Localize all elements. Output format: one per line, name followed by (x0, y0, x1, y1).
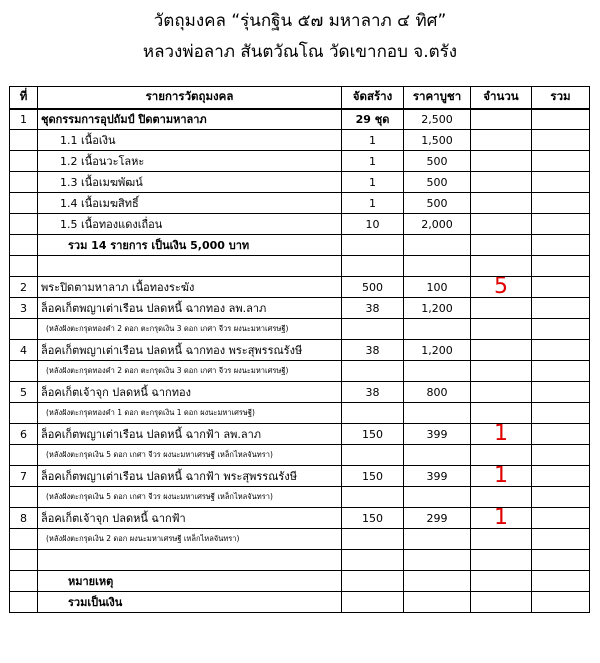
cell-total[interactable] (532, 130, 590, 151)
cell-total[interactable] (532, 403, 590, 424)
col-header-qty: จำนวน (471, 87, 532, 109)
table-row (10, 109, 590, 130)
cell-price: 500 (404, 151, 471, 172)
cell-qty[interactable] (471, 361, 532, 382)
cell-item-note: (หลังฝังตะกรุดทองคำ 2 ดอก ตะกรุดเงิน 3 ดอก เกศา จีวร ผงนะมหาเศรษฐี) (38, 319, 342, 340)
table-row-note (10, 445, 590, 466)
cell-made (342, 529, 404, 550)
cell-price: 100 (404, 277, 471, 298)
cell-price (404, 235, 471, 256)
cell-no (10, 319, 38, 340)
cell-qty[interactable]: 5 (471, 277, 532, 298)
cell-price: 2,500 (404, 109, 471, 130)
table-row (10, 466, 590, 487)
cell-total[interactable] (532, 361, 590, 382)
order-table (9, 86, 590, 613)
table-row (10, 151, 590, 172)
cell-price: 1,500 (404, 130, 471, 151)
cell-item: ล็อคเก็ตเจ้าจุก ปลดหนี้ ฉากฟ้า (38, 508, 342, 529)
cell-item: ล็อคเก็ตเจ้าจุก ปลดหนี้ ฉากทอง (38, 382, 342, 403)
cell-no (10, 151, 38, 172)
cell-total[interactable] (532, 508, 590, 529)
cell-no (10, 487, 38, 508)
cell-item-note: (หลังฝังตะกรุดทองคำ 2 ดอก ตะกรุดเงิน 3 ดอก เกศา จีวร ผงนะมหาเศรษฐี) (38, 361, 342, 382)
col-header-no: ที่ (10, 87, 38, 109)
table-row (10, 277, 590, 298)
cell-no: 5 (10, 382, 38, 403)
cell-total[interactable] (532, 298, 590, 319)
cell-remarks-label: หมายเหตุ (38, 571, 342, 592)
table-row (10, 508, 590, 529)
cell-no: 7 (10, 466, 38, 487)
cell-made: 1 (342, 151, 404, 172)
cell-no (10, 445, 38, 466)
table-row-note (10, 529, 590, 550)
cell-item: 1.4 เนื้อเมฆสิทธิ์ (38, 193, 342, 214)
cell-qty[interactable]: 1 (471, 466, 532, 487)
cell-qty[interactable] (471, 319, 532, 340)
cell-made: 1 (342, 172, 404, 193)
cell-qty[interactable] (471, 529, 532, 550)
table-row (10, 592, 590, 613)
table-row (10, 571, 590, 592)
cell-price: 500 (404, 193, 471, 214)
table-row (10, 340, 590, 361)
cell-item: ล็อคเก็ตพญาเต่าเรือน ปลดหนี้ ฉากฟ้า ลพ.ลาภ (38, 424, 342, 445)
table-row (10, 172, 590, 193)
cell-no: 3 (10, 298, 38, 319)
cell-no: 2 (10, 277, 38, 298)
table-row (10, 193, 590, 214)
cell-price: 299 (404, 508, 471, 529)
cell-total[interactable] (532, 445, 590, 466)
cell-no (10, 193, 38, 214)
cell-no (10, 361, 38, 382)
cell-price (404, 256, 471, 277)
cell-qty[interactable] (471, 256, 532, 277)
cell-item: ล็อคเก็ตพญาเต่าเรือน ปลดหนี้ ฉากทอง พระสุพรรณรังษี (38, 340, 342, 361)
cell-price: 399 (404, 424, 471, 445)
cell-qty[interactable] (471, 592, 532, 613)
cell-total[interactable] (532, 340, 590, 361)
table-row (10, 298, 590, 319)
table-row (10, 550, 590, 571)
cell-total[interactable] (532, 424, 590, 445)
cell-total[interactable] (532, 319, 590, 340)
col-header-price: ราคาบูชา (404, 87, 471, 109)
cell-total[interactable] (532, 529, 590, 550)
cell-item: 1.1 เนื้อเงิน (38, 130, 342, 151)
cell-item-note: (หลังฝังตะกรุดทองคำ 1 ดอก ตะกรุดเงิน 1 ดอก ผงนะมหาเศรษฐี) (38, 403, 342, 424)
cell-made (342, 403, 404, 424)
cell-qty[interactable] (471, 109, 532, 130)
cell-item-subtotal: รวม 14 รายการ เป็นเงิน 5,000 บาท (38, 235, 342, 256)
cell-no: 1 (10, 109, 38, 130)
table-row (10, 256, 590, 277)
cell-made: 1 (342, 193, 404, 214)
cell-total[interactable] (532, 256, 590, 277)
cell-made (342, 235, 404, 256)
cell-qty[interactable]: 1 (471, 424, 532, 445)
cell-total[interactable] (532, 151, 590, 172)
cell-item-note: (หลังฝังตะกรุดเงิน 5 ดอก เกศา จีวร ผงนะมหาเศรษฐี เหล็กไหลจันทรา) (38, 487, 342, 508)
table-row (10, 382, 590, 403)
table-header-row (10, 87, 590, 109)
cell-item: 1.5 เนื้อทองแดงเถื่อน (38, 214, 342, 235)
cell-no (10, 592, 38, 613)
cell-price (404, 487, 471, 508)
cell-made (342, 487, 404, 508)
cell-total[interactable] (532, 193, 590, 214)
cell-made (342, 592, 404, 613)
table-row-note (10, 403, 590, 424)
cell-price (404, 361, 471, 382)
cell-made (342, 361, 404, 382)
cell-qty[interactable] (471, 550, 532, 571)
cell-made: 38 (342, 382, 404, 403)
cell-made: 1 (342, 130, 404, 151)
cell-no (10, 235, 38, 256)
cell-qty[interactable] (471, 340, 532, 361)
cell-made: 38 (342, 298, 404, 319)
table-row (10, 424, 590, 445)
cell-price (404, 529, 471, 550)
cell-made (342, 550, 404, 571)
cell-no (10, 172, 38, 193)
cell-price (404, 319, 471, 340)
cell-qty[interactable] (471, 130, 532, 151)
cell-price: 500 (404, 172, 471, 193)
cell-item (38, 550, 342, 571)
table-row-note (10, 487, 590, 508)
cell-total[interactable] (532, 487, 590, 508)
cell-no: 6 (10, 424, 38, 445)
cell-item: ชุดกรรมการอุปถัมป์ ปิดตามหาลาภ (38, 109, 342, 130)
cell-no (10, 214, 38, 235)
cell-no (10, 529, 38, 550)
cell-no (10, 403, 38, 424)
cell-made: 150 (342, 424, 404, 445)
cell-total[interactable] (532, 550, 590, 571)
cell-qty[interactable] (471, 172, 532, 193)
cell-price (404, 550, 471, 571)
cell-total[interactable] (532, 277, 590, 298)
cell-no: 8 (10, 508, 38, 529)
cell-item: 1.3 เนื้อเมฆพัฒน์ (38, 172, 342, 193)
cell-item: ล็อคเก็ตพญาเต่าเรือน ปลดหนี้ ฉากฟ้า พระสุพรรณรังษี (38, 466, 342, 487)
cell-made (342, 319, 404, 340)
table-row (10, 214, 590, 235)
cell-qty[interactable] (471, 382, 532, 403)
cell-made (342, 571, 404, 592)
cell-item: พระปิดตามหาลาภ เนื้อทองระฆัง (38, 277, 342, 298)
cell-item: ล็อคเก็ตพญาเต่าเรือน ปลดหนี้ ฉากทอง ลพ.ลาภ (38, 298, 342, 319)
cell-item: 1.2 เนื้อนวะโลหะ (38, 151, 342, 172)
cell-total[interactable] (532, 172, 590, 193)
cell-price: 2,000 (404, 214, 471, 235)
cell-price: 1,200 (404, 298, 471, 319)
table-row-note (10, 319, 590, 340)
cell-no: 4 (10, 340, 38, 361)
cell-qty[interactable] (471, 571, 532, 592)
cell-total[interactable] (532, 571, 590, 592)
cell-item-note: (หลังฝังตะกรุดเงิน 5 ดอก เกศา จีวร ผงนะมหาเศรษฐี เหล็กไหลจันทรา) (38, 445, 342, 466)
cell-made: 150 (342, 508, 404, 529)
cell-price (404, 403, 471, 424)
table-row-note (10, 361, 590, 382)
cell-made: 38 (342, 340, 404, 361)
cell-price: 399 (404, 466, 471, 487)
cell-qty[interactable] (471, 193, 532, 214)
cell-qty[interactable] (471, 445, 532, 466)
col-header-made: จัดสร้าง (342, 87, 404, 109)
cell-item-note: (หลังฝังตะกรุดเงิน 2 ดอก ผงนะมหาเศรษฐี เหล็กไหลจันทรา) (38, 529, 342, 550)
cell-no (10, 256, 38, 277)
cell-total[interactable] (532, 214, 590, 235)
cell-made: 29 ชุด (342, 109, 404, 130)
table-row (10, 130, 590, 151)
cell-price (404, 571, 471, 592)
cell-price: 800 (404, 382, 471, 403)
cell-qty[interactable] (471, 298, 532, 319)
cell-qty[interactable] (471, 235, 532, 256)
cell-price (404, 445, 471, 466)
cell-made: 150 (342, 466, 404, 487)
cell-made: 10 (342, 214, 404, 235)
cell-total[interactable] (532, 466, 590, 487)
cell-item (38, 256, 342, 277)
cell-made (342, 256, 404, 277)
cell-made: 500 (342, 277, 404, 298)
cell-total[interactable] (532, 382, 590, 403)
cell-qty[interactable]: 1 (471, 508, 532, 529)
cell-qty[interactable] (471, 403, 532, 424)
cell-price (404, 592, 471, 613)
cell-no (10, 130, 38, 151)
cell-total[interactable] (532, 109, 590, 130)
cell-qty[interactable] (471, 151, 532, 172)
cell-grand-total-label: รวมเป็นเงิน (38, 592, 342, 613)
cell-qty[interactable] (471, 214, 532, 235)
col-header-item: รายการวัตถุมงคล (38, 87, 342, 109)
table-row (10, 235, 590, 256)
document-subtitle: หลวงพ่อลาภ สันตวัณโณ วัดเขากอบ จ.ตรัง (142, 42, 458, 62)
cell-qty[interactable] (471, 487, 532, 508)
cell-no (10, 550, 38, 571)
cell-made (342, 445, 404, 466)
cell-total[interactable] (532, 592, 590, 613)
cell-total[interactable] (532, 235, 590, 256)
cell-no (10, 571, 38, 592)
col-header-total: รวม (532, 87, 590, 109)
cell-price: 1,200 (404, 340, 471, 361)
document-title: วัตถุมงคล “รุ่นกฐิน ๕๗ มหาลาภ ๔ ทิศ” (153, 11, 447, 31)
